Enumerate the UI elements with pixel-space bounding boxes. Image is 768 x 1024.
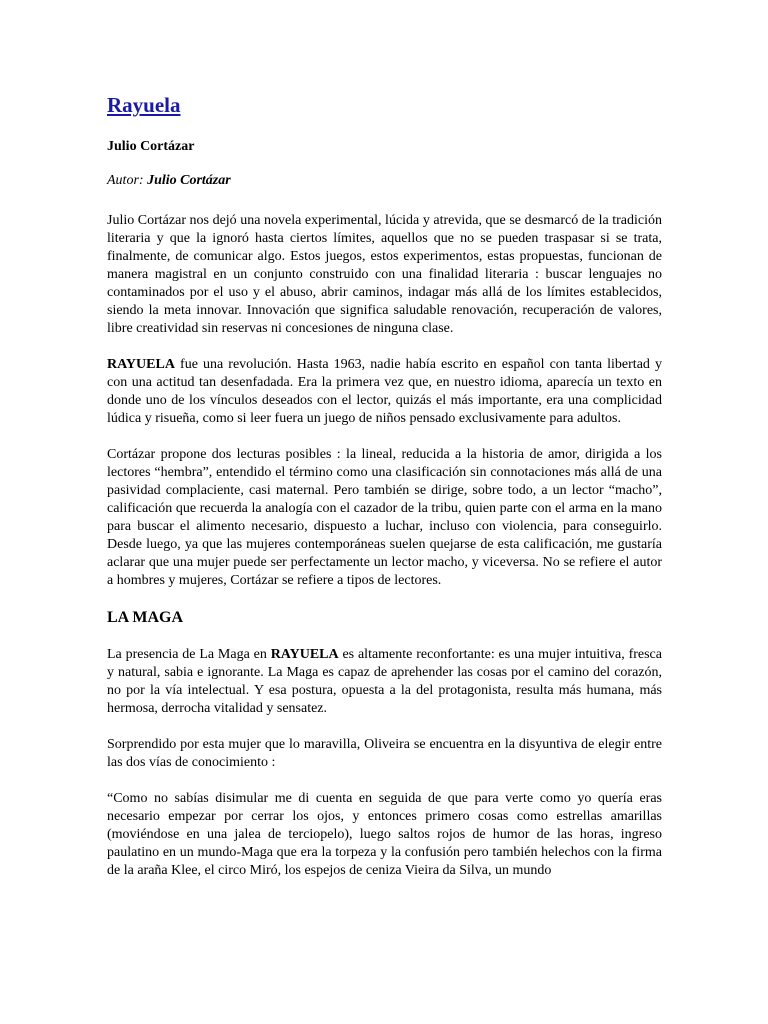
paragraph-5: Sorprendido por esta mujer que lo maravilla, Oliveira se encuentra en la disyuntiva de elegir entre las dos vías de conocimiento : [107,737,662,770]
paragraph-4-text: es altamente reconfortante: es una mujer intuitiva, fresca y natural, sabia e ignorante. La Maga es capaz de aprehender las cosas por el camino del corazón, no por la vía intelectual. Y esa postura, opuesta a la del protagonista, resulta más humana, más hermosa, derrocha vitalidad y sensatez. [107,647,662,716]
paragraph-4-bold: RAYUELA [270,647,339,662]
paragraph-3: Cortázar propone dos lecturas posibles : la lineal, reducida a la historia de amor, dirigida a los lectores “hembra”, entendido el término como una clasificación sin connotaciones más allá de una pasividad complaciente, casi maternal. Pero también se dirige, sobre todo, a un lector “macho”, calificación que recuerda la analogía con el cazador de la tribu, quien parte con el arma en la mano para buscar el alimento necesario, dispuesto a luchar, incluso con violencia, para conseguirlo. Desde luego, ya que las mujeres contemporáneas suelen quejarse de esta calificación, me gustaría aclarar que una mujer puede ser perfectamente un lector macho, y viceversa. No se refiere el autor a hombres y mujeres, Cortázar se refiere a tipos de lectores. [107,447,662,588]
document-page [107,92,662,898]
paragraph-4 [107,646,662,718]
paragraph-2 [107,356,662,428]
document-subtitle: Julio Cortázar [107,139,195,154]
paragraph-2-text: fue una revolución. Hasta 1963, nadie había escrito en español con tanta libertad y con una actitud tan desenfadada. Era la primera vez que, en nuestro idioma, aparecía un texto en donde uno de los vínculos deseados con el lector, quizás el más importante, era una complicidad lúdica y risueña, como si leer fuera un juego de niños pensado exclusivamente para adultos. [107,357,662,426]
paragraph-6: “Como no sabías disimular me di cuenta en seguida de que para verte como yo quería eras necesario empezar por cerrar los ojos, y entonces primero cosas como estrellas amarillas (moviéndose en una jalea de terciopelo), luego saltos rojos de humor de las horas, ingreso paulatino en un mundo-Maga que era la torpeza y la confusión pero también helechos con la firma de la araña Klee, el circo Miró, los espejos de ceniza Vieira da Silva, un mundo [107,791,662,878]
author-line [107,172,662,190]
paragraph-2-bold: RAYUELA [107,357,175,372]
paragraph-1: Julio Cortázar nos dejó una novela experimental, lúcida y atrevida, que se desmarcó de la tradición literaria y que la ignoró hasta ciertos límites, aquellos que no se pueden traspasar si se trata, finalmente, de comunicar algo. Estos juegos, estos experimentos, estas propuestas, funcionan de manera magistral en un conjunto construido con una finalidad literaria : buscar lenguajes no contaminados por el uso y el abuso, abrir caminos, indagar más allá de los límites establecidos, siendo la meta innovar. Innovación que significa saludable renovación, recuperación de valores, libre creatividad sin reservas ni concesiones de ninguna clase. [107,213,662,336]
document-title-link[interactable]: Rayuela [107,93,181,117]
author-name: Julio Cortázar [147,173,231,188]
section-heading: LA MAGA [107,609,183,626]
author-label: Autor: [107,173,148,188]
paragraph-4-start: La presencia de La Maga en [107,647,271,662]
